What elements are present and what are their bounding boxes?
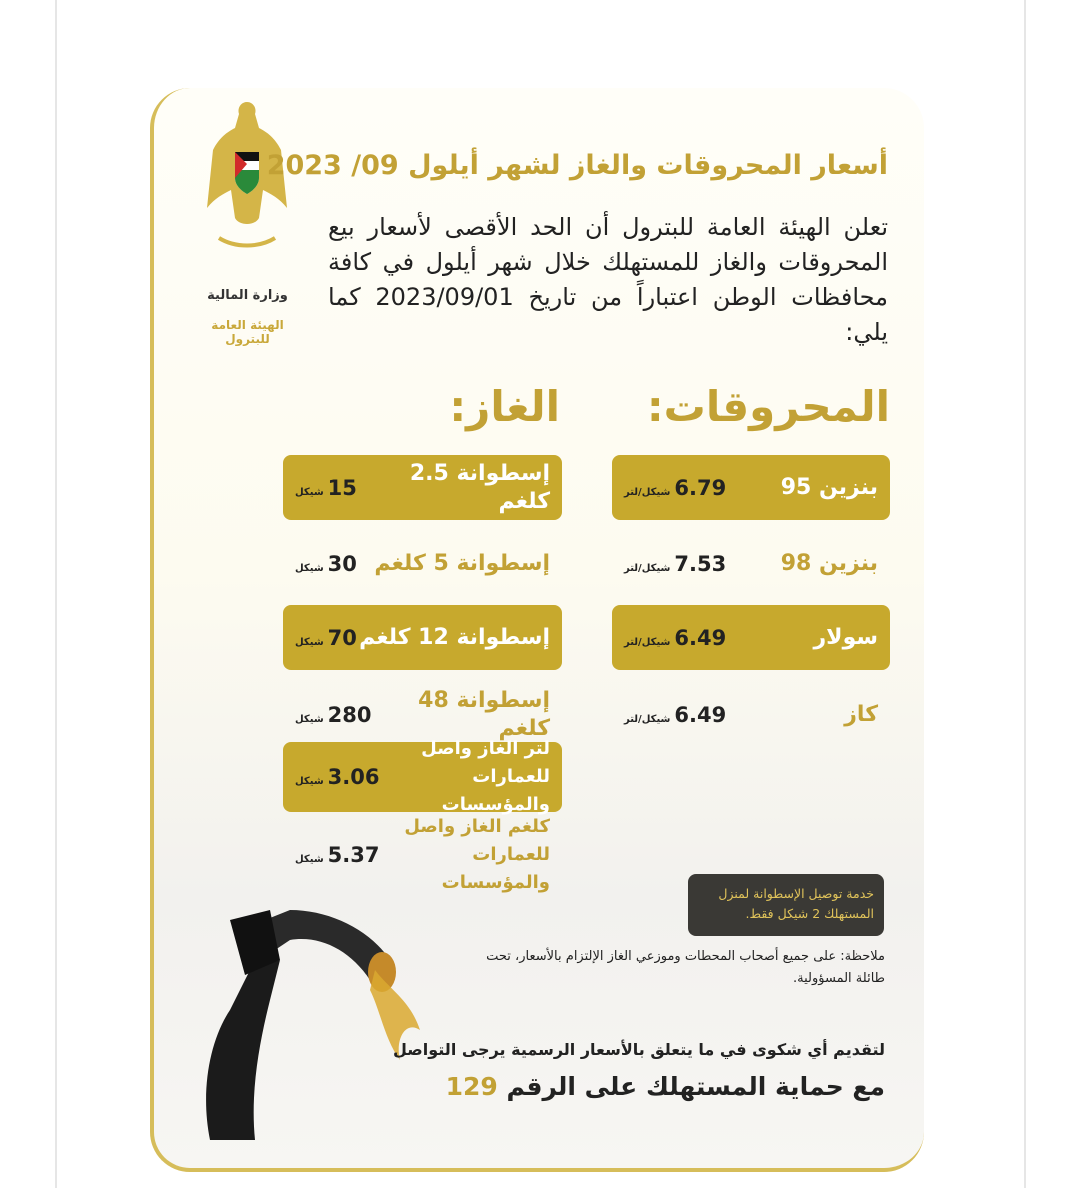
hotline-number: 129 — [445, 1072, 498, 1101]
gas-unit: شيكل — [295, 636, 324, 648]
contact-line-2 — [446, 1072, 885, 1101]
gas-unit: شيكل — [295, 776, 324, 787]
gas-label: إسطوانة 12 كلغم — [359, 624, 550, 650]
gas-price: 70 — [327, 625, 357, 650]
gas-price: 3.06 — [327, 765, 380, 789]
fuel-row — [612, 690, 890, 740]
fuel-unit: شيكل/لتر — [624, 636, 671, 648]
fuel-price: 6.49 — [674, 625, 727, 650]
delivery-service-box: خدمة توصيل الإسطوانة لمنزل المستهلك 2 شيكل فقط. — [688, 874, 884, 936]
ministry-name: وزارة المالية — [207, 288, 288, 303]
page-edge-right — [1024, 0, 1026, 1188]
gas-price: 15 — [327, 475, 357, 500]
gas-unit: شيكل — [295, 563, 324, 574]
fuel-price: 7.53 — [674, 552, 727, 576]
note-text: ملاحظة: على جميع أصحاب المحطات وموزعي الغاز الإلتزام بالأسعار، تحت طائلة المسؤولية. — [486, 949, 885, 986]
authority-name: الهيئة العامة للبترول — [211, 318, 284, 346]
fuel-row — [612, 605, 890, 670]
gas-price: 5.37 — [327, 843, 380, 867]
fuel-price: 6.49 — [674, 703, 727, 727]
fuel-label: بنزين 95 — [780, 474, 878, 500]
gas-row — [283, 816, 562, 893]
gas-label: إسطوانة 5 كلغم — [374, 551, 550, 576]
gas-label: كلغم الغاز واصل للعمارات والمؤسسات — [404, 816, 550, 893]
contact-line-1: لتقديم أي شكوى في ما يتعلق بالأسعار الرسمية يرجى التواصل — [393, 1040, 885, 1059]
gas-price: 30 — [327, 552, 357, 576]
gas-price: 280 — [327, 703, 372, 727]
intro-text: تعلن الهيئة العامة للبترول أن الحد الأقصى لأسعار بيع المحروقات والغاز للمستهلك خلال شهر أيلول في كافة محافظات الوطن اعتباراً من تاريخ 2023/09/01 كما يلي: — [328, 213, 888, 346]
gas-row — [283, 738, 562, 815]
fuel-unit: شيكل/لتر — [624, 714, 671, 725]
gas-row — [283, 540, 562, 588]
fuel-unit: شيكل/لتر — [624, 563, 671, 574]
page-edge-left — [55, 0, 57, 1188]
fuel-label: سولار — [813, 624, 878, 650]
fuel-nozzle-icon — [170, 890, 450, 1140]
gas-heading: الغاز: — [449, 382, 560, 431]
gas-label: إسطوانة 2.5 كلغم — [409, 460, 550, 514]
fuel-unit: شيكل/لتر — [624, 486, 671, 498]
gas-row — [283, 605, 562, 670]
fuel-row — [612, 455, 890, 520]
fuel-row — [612, 540, 890, 588]
fuel-price: 6.79 — [674, 475, 727, 500]
page-title: أسعار المحروقات والغاز لشهر أيلول 09/ 2023 — [266, 150, 888, 181]
gas-unit: شيكل — [295, 854, 324, 865]
fuel-label: كاز — [844, 702, 878, 727]
gas-unit: شيكل — [295, 486, 324, 498]
gas-row — [283, 455, 562, 520]
gas-label: إسطوانة 48 كلغم — [418, 688, 550, 741]
fuel-heading: المحروقات: — [646, 382, 890, 431]
contact-text: مع حماية المستهلك على الرقم — [506, 1072, 885, 1101]
gas-unit: شيكل — [295, 714, 324, 725]
fuel-label: بنزين 98 — [780, 551, 878, 576]
gas-label: لتر الغاز واصل للعمارات والمؤسسات — [421, 738, 550, 815]
gas-row — [283, 690, 562, 740]
